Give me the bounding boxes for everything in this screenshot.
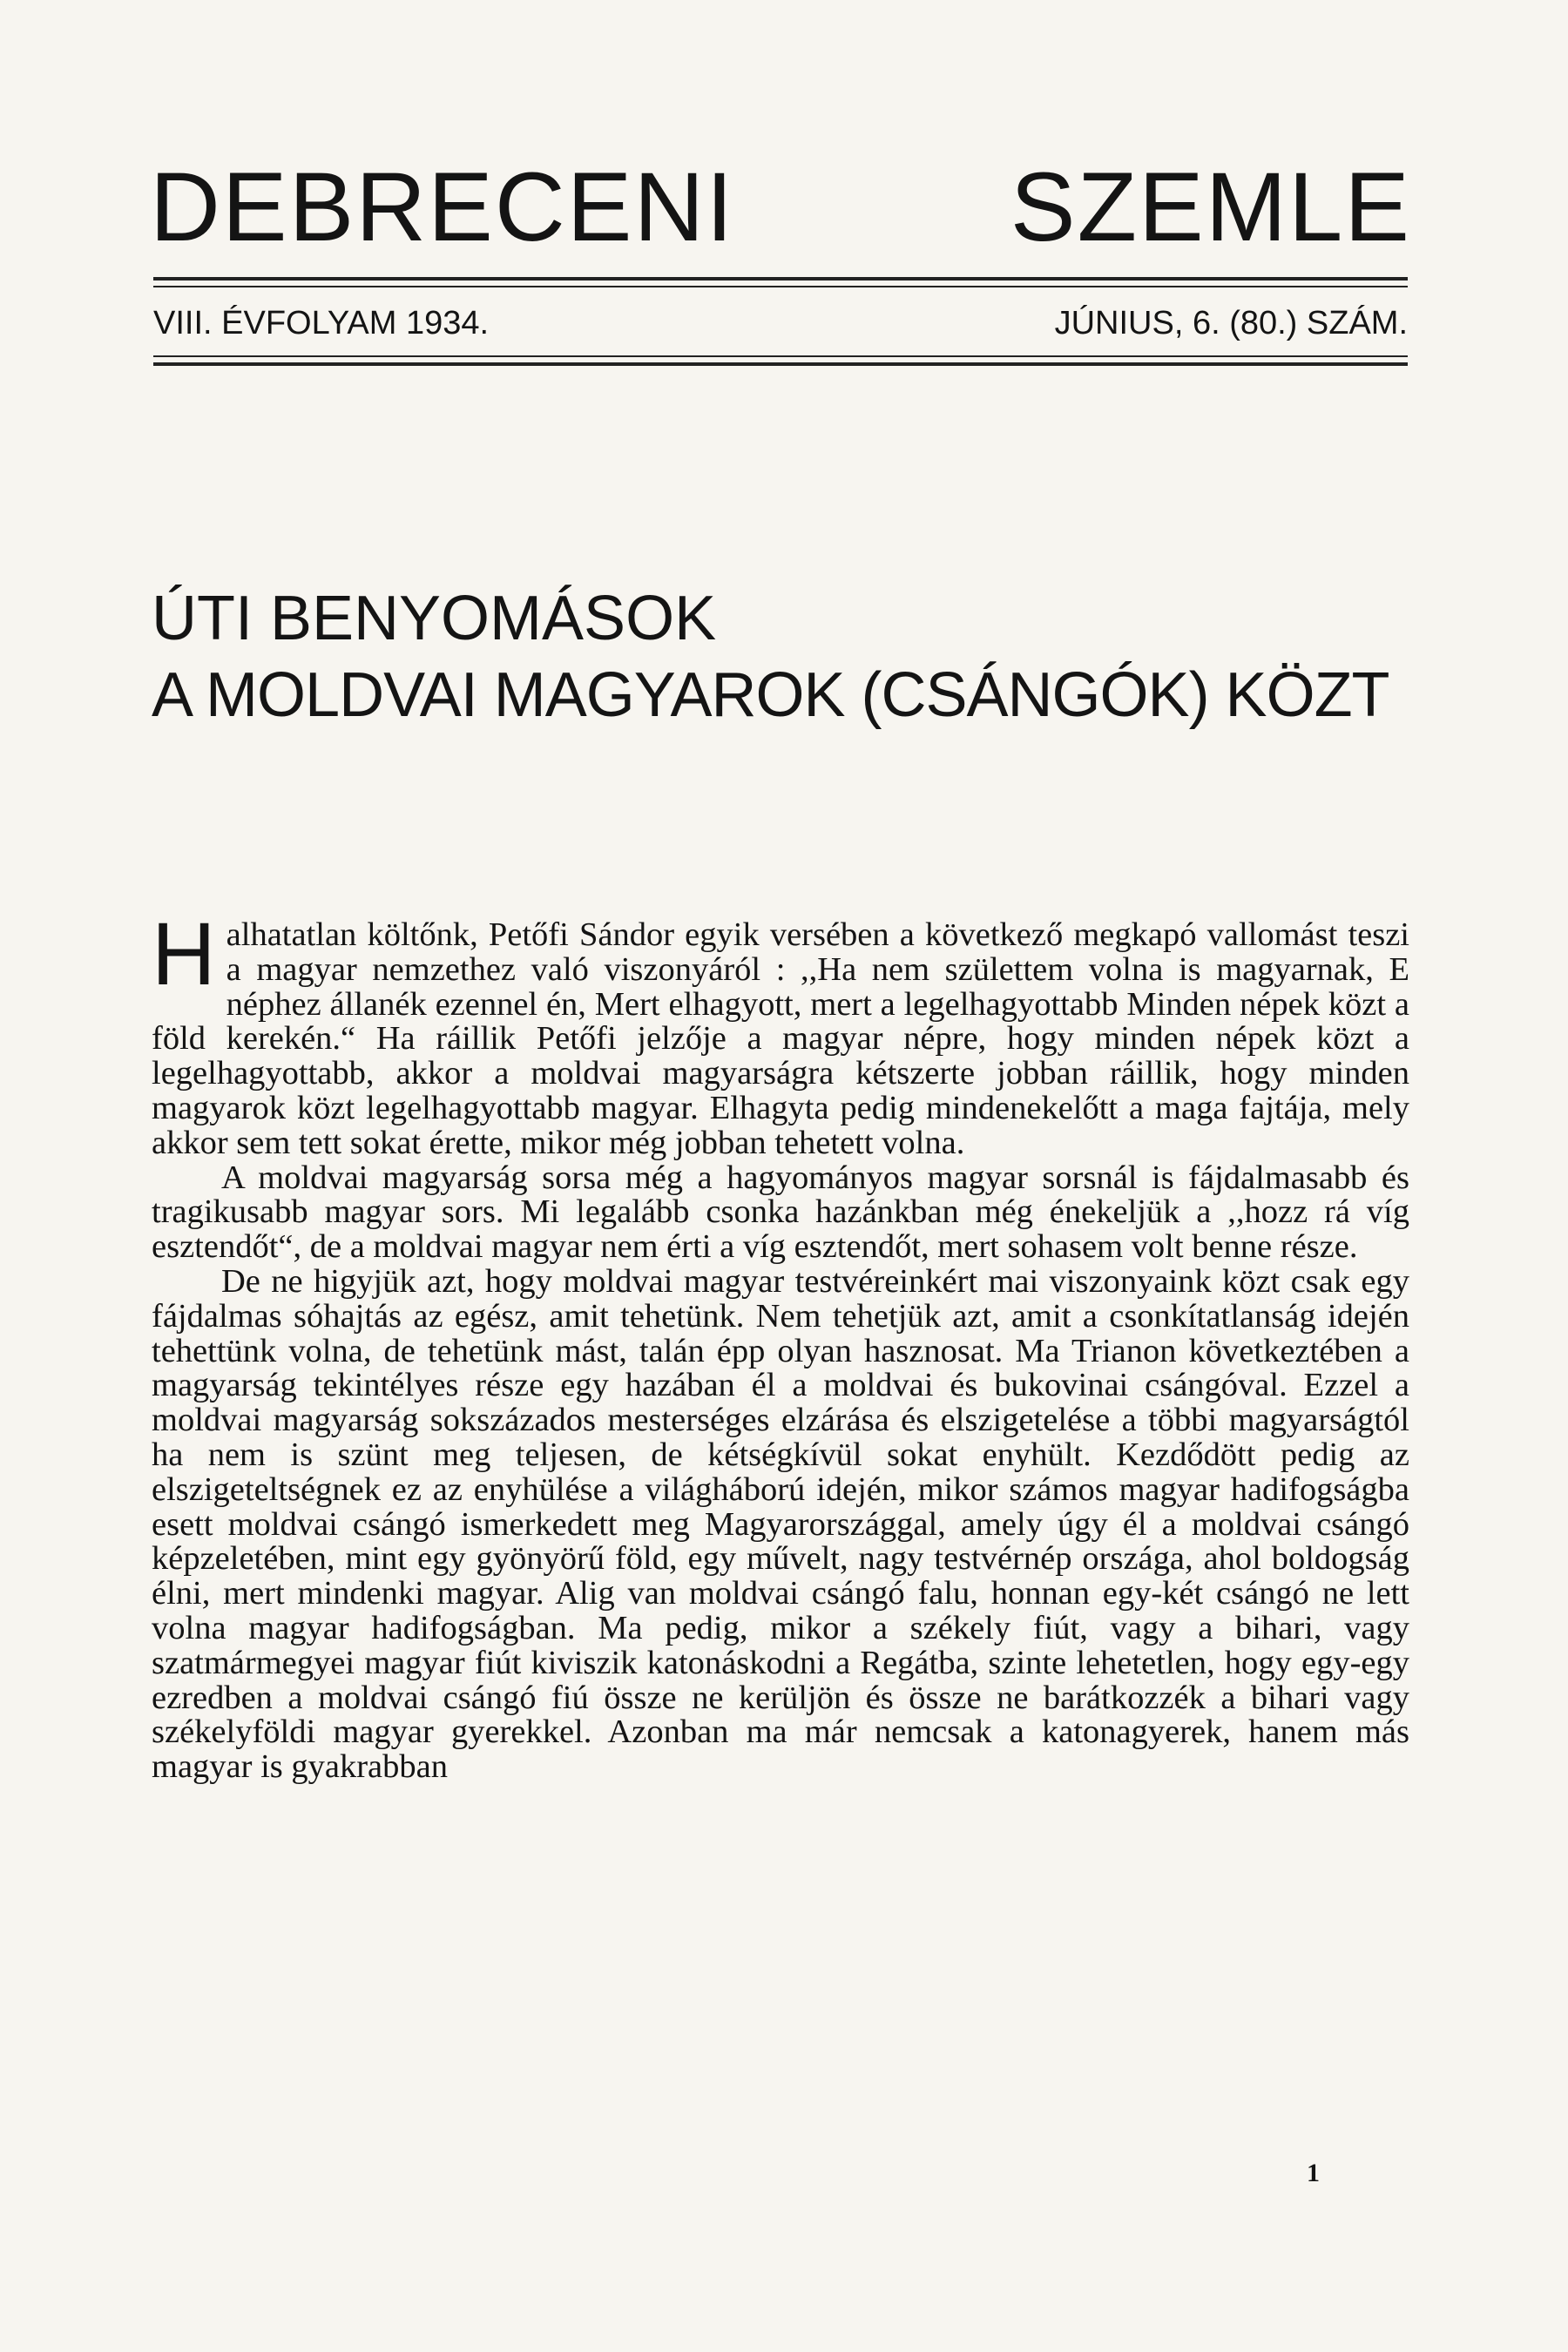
paragraph-3: De ne higyjük azt, hogy moldvai magyar testvéreinkért mai viszonyaink közt csak egy fájdalmas sóhajtás az egész, amit tehetünk. Nem tehetjük azt, amit a csonkítatlanság idején tehettünk volna, de tehetünk mást, talán épp olyan hasznosat. Ma Trianon következtében a magyarság tekintélyes része egy hazában él a moldvai és bukovinai csángóval. Ezzel a moldvai magyarság sokszázados mesterséges elzárása és elszigetelése a többi magyarságtól ha nem is szünt meg teljesen, de kétségkívül sokat enyhült. Kezdődött pedig az elszigeteltségnek ez az enyhülése a világháború idején, mikor számos magyar hadifogságba esett moldvai csángó ismerkedett meg Magyarországgal, amely úgy él a moldvai csángó képzeletében, mint egy gyönyörű föld, egy művelt, nagy testvérnép országa, ahol boldogság élni, mert mindenki magyar. Alig van moldvai csángó falu, honnan egy-két csángó ne lett volna magyar hadifogságban. Ma pedig, mikor a székely fiút, vagy a bihari, vagy szatmármegyei magyar fiút kiviszik katonáskodni a Regátba, szinte lehetetlen, hogy egy-egy ezredben a moldvai csángó fiú össze ne kerüljön és össze ne barátkozzék a bihari vagy székelyföldi magyar gyerekkel. Azonban ma már nemcsak a katonagyerek, hanem más magyar is gyakrabban [152, 1262, 1409, 1786]
drop-cap: H [152, 904, 216, 1004]
paragraph-2: A moldvai magyarság sorsa még a hagyományos magyar sorsnál is fájdalmasabb és tragikusabb magyar sors. Mi legalább csonka hazánkban még énekeljük a ,,hozz rá víg esztendőt“, de a moldvai magyar nem érti a víg esztendőt, mert sohasem volt benne része. [152, 1159, 1409, 1266]
page-number: 1 [1307, 2159, 1320, 2187]
masthead-rule-bottom-thick [153, 362, 1408, 366]
volume-label: VIII. ÉVFOLYAM 1934. [153, 305, 490, 341]
issue-label: JÚNIUS, 6. (80.) SZÁM. [1054, 305, 1408, 341]
masthead-title-word-2: SZEMLE [1010, 152, 1411, 261]
article-body [152, 904, 1409, 1786]
masthead-rule-top-thick [153, 277, 1408, 280]
paragraph-1 [152, 904, 1409, 1161]
article-title-line-1: ÚTI BENYOMÁSOK [152, 584, 717, 653]
masthead-title-word-1: DEBRECENI [150, 152, 735, 261]
article-title [152, 580, 1411, 733]
article-title-line-2: A MOLDVAI MAGYAROK (CSÁNGÓK) KÖZT [152, 660, 1389, 730]
paragraph-1-text: alhatatlan költőnk, Petőfi Sándor egyik versében a következő megkapó vallomást teszi a magyar nemzethez való viszonyáról : ,,Ha nem születtem volna is magyarnak, E néphez állanék ezennel én, Mert elhagyott, mert a legelhagyottabb Minden népek közt a föld kerekén.“ Ha ráillik Petőfi jelzője a magyar népre, hogy minden népek közt a legelhagyottabb, akkor a moldvai magyarságra kétszerte jobban ráillik, hogy minden magyarok közt legelhagyottabb magyar. Elhagyta pedig mindenekelőtt a maga fajtája, mely akkor sem tett sokat érette, mikor még jobban tehetett volna. [152, 916, 1409, 1161]
masthead-rule-top-thin [153, 286, 1408, 287]
masthead-title [150, 152, 1411, 261]
issue-line [153, 301, 1408, 345]
masthead-rule-bottom-thin [153, 355, 1408, 357]
